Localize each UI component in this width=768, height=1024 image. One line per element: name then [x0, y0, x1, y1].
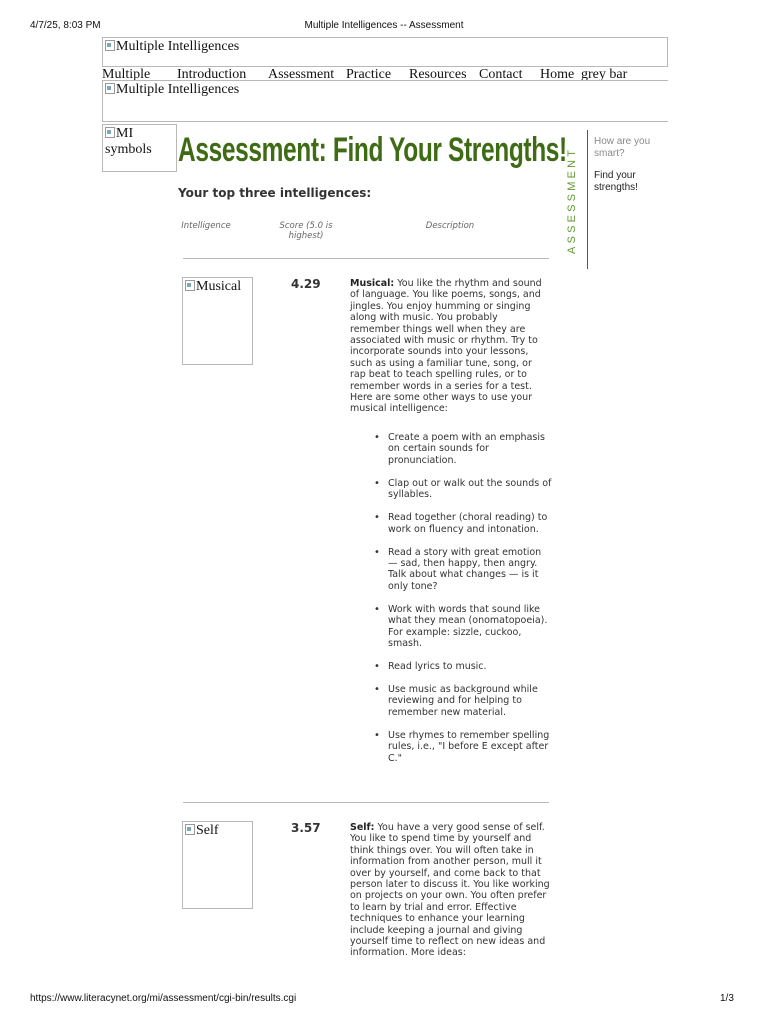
musical-name: Musical: — [350, 278, 395, 289]
nav-item-home[interactable]: Home — [540, 67, 575, 80]
list-item: • Work with words that sound like what they mean (onomatopoeia). For example: sizzle, cuckoo, smash. — [372, 604, 552, 650]
table-divider — [183, 802, 549, 803]
mi-symbols-alt: MI symbols — [105, 126, 152, 157]
section-heading: Your top three intelligences: — [178, 186, 372, 200]
broken-image-icon — [185, 824, 195, 835]
nav-grey-bar: grey bar — [581, 67, 628, 80]
sidebar-vertical-label: ASSESSMENT — [566, 146, 578, 254]
sidebar-question: How are you smart? — [594, 136, 651, 159]
broken-image-icon — [105, 127, 115, 138]
logo-bottom-alt: Multiple Intelligences — [116, 82, 240, 97]
self-description-text: You have a very good sense of self. You like to spend time by yourself and think things over. You will often take in information from another person, mull it over by yourself, and come back to that person later to discuss it. You like working on projects on your own. You often prefer to learn by trial and error. Effective techniques to enhance your learning include keeping a journal and giving yourself time to reflect on new ideas and information. More ideas: — [350, 822, 550, 959]
table-divider — [183, 258, 549, 259]
nav-item-multiple[interactable]: Multiple — [102, 67, 151, 80]
broken-image-icon — [105, 83, 115, 94]
musical-description-text: You like the rhythm and sound of language. You like poems, songs, and jingles. You enjoy humming or singing along with music. You probably remember things well when they are associated with music or rhythm. Try to incorporate sounds into your lessons, such as using a familiar tune, song, or rap beat to teach spelling rules, or to remember words in a series for a test. Here are some other ways to use your musical intelligence: — [350, 278, 542, 415]
self-name: Self: — [350, 822, 375, 833]
logo-image-bottom — [102, 80, 668, 122]
nav-item-practice[interactable]: Practice — [346, 67, 392, 80]
page-title: Assessment: Find Your Strengths! — [178, 131, 567, 169]
musical-tips-list — [372, 432, 552, 776]
mi-symbols-image — [102, 124, 177, 172]
nav-item-contact[interactable]: Contact — [479, 67, 523, 80]
list-item: • Use rhymes to remember spelling rules, i.e., "I before E except after C." — [372, 730, 552, 764]
nav-item-assessment[interactable]: Assessment — [268, 67, 335, 80]
sidebar-answer: Find your strengths! — [594, 170, 638, 193]
nav-item-introduction[interactable]: Introduction — [177, 67, 247, 80]
print-page-title: Multiple Intelligences -- Assessment — [304, 20, 464, 31]
sidebar-divider — [587, 130, 588, 269]
musical-score: 4.29 — [291, 277, 321, 291]
column-header-score: Score (5.0 is highest) — [279, 221, 333, 241]
print-url: https://www.literacynet.org/mi/assessment/cgi-bin/results.cgi — [30, 993, 297, 1004]
list-item: • Clap out or walk out the sounds of syllables. — [372, 478, 552, 501]
list-item: • Create a poem with an emphasis on certain sounds for pronunciation. — [372, 432, 552, 466]
nav-item-resources[interactable]: Resources — [409, 67, 467, 80]
self-description — [350, 822, 550, 959]
self-score: 3.57 — [291, 821, 321, 835]
self-image — [182, 821, 253, 909]
column-header-description: Description — [425, 221, 475, 231]
logo-image-top[interactable] — [102, 37, 668, 67]
logo-top-alt: Multiple Intelligences — [116, 39, 240, 54]
list-item: • Read lyrics to music. — [372, 661, 552, 672]
print-datetime: 4/7/25, 8:03 PM — [30, 20, 101, 31]
print-page-number: 1/3 — [720, 993, 734, 1004]
list-item: • Read together (choral reading) to work on fluency and intonation. — [372, 512, 552, 535]
list-item: • Read a story with great emotion — sad, then happy, then angry. Talk about what changes — is it only tone? — [372, 547, 552, 593]
musical-image — [182, 277, 253, 365]
broken-image-icon — [185, 280, 195, 291]
self-alt: Self — [196, 823, 219, 838]
column-header-intelligence: Intelligence — [181, 221, 231, 231]
main-nav — [102, 66, 668, 80]
musical-alt: Musical — [196, 279, 242, 294]
list-item: • Use music as background while reviewing and for helping to remember new material. — [372, 684, 552, 718]
musical-description — [350, 278, 550, 415]
broken-image-icon — [105, 40, 115, 51]
